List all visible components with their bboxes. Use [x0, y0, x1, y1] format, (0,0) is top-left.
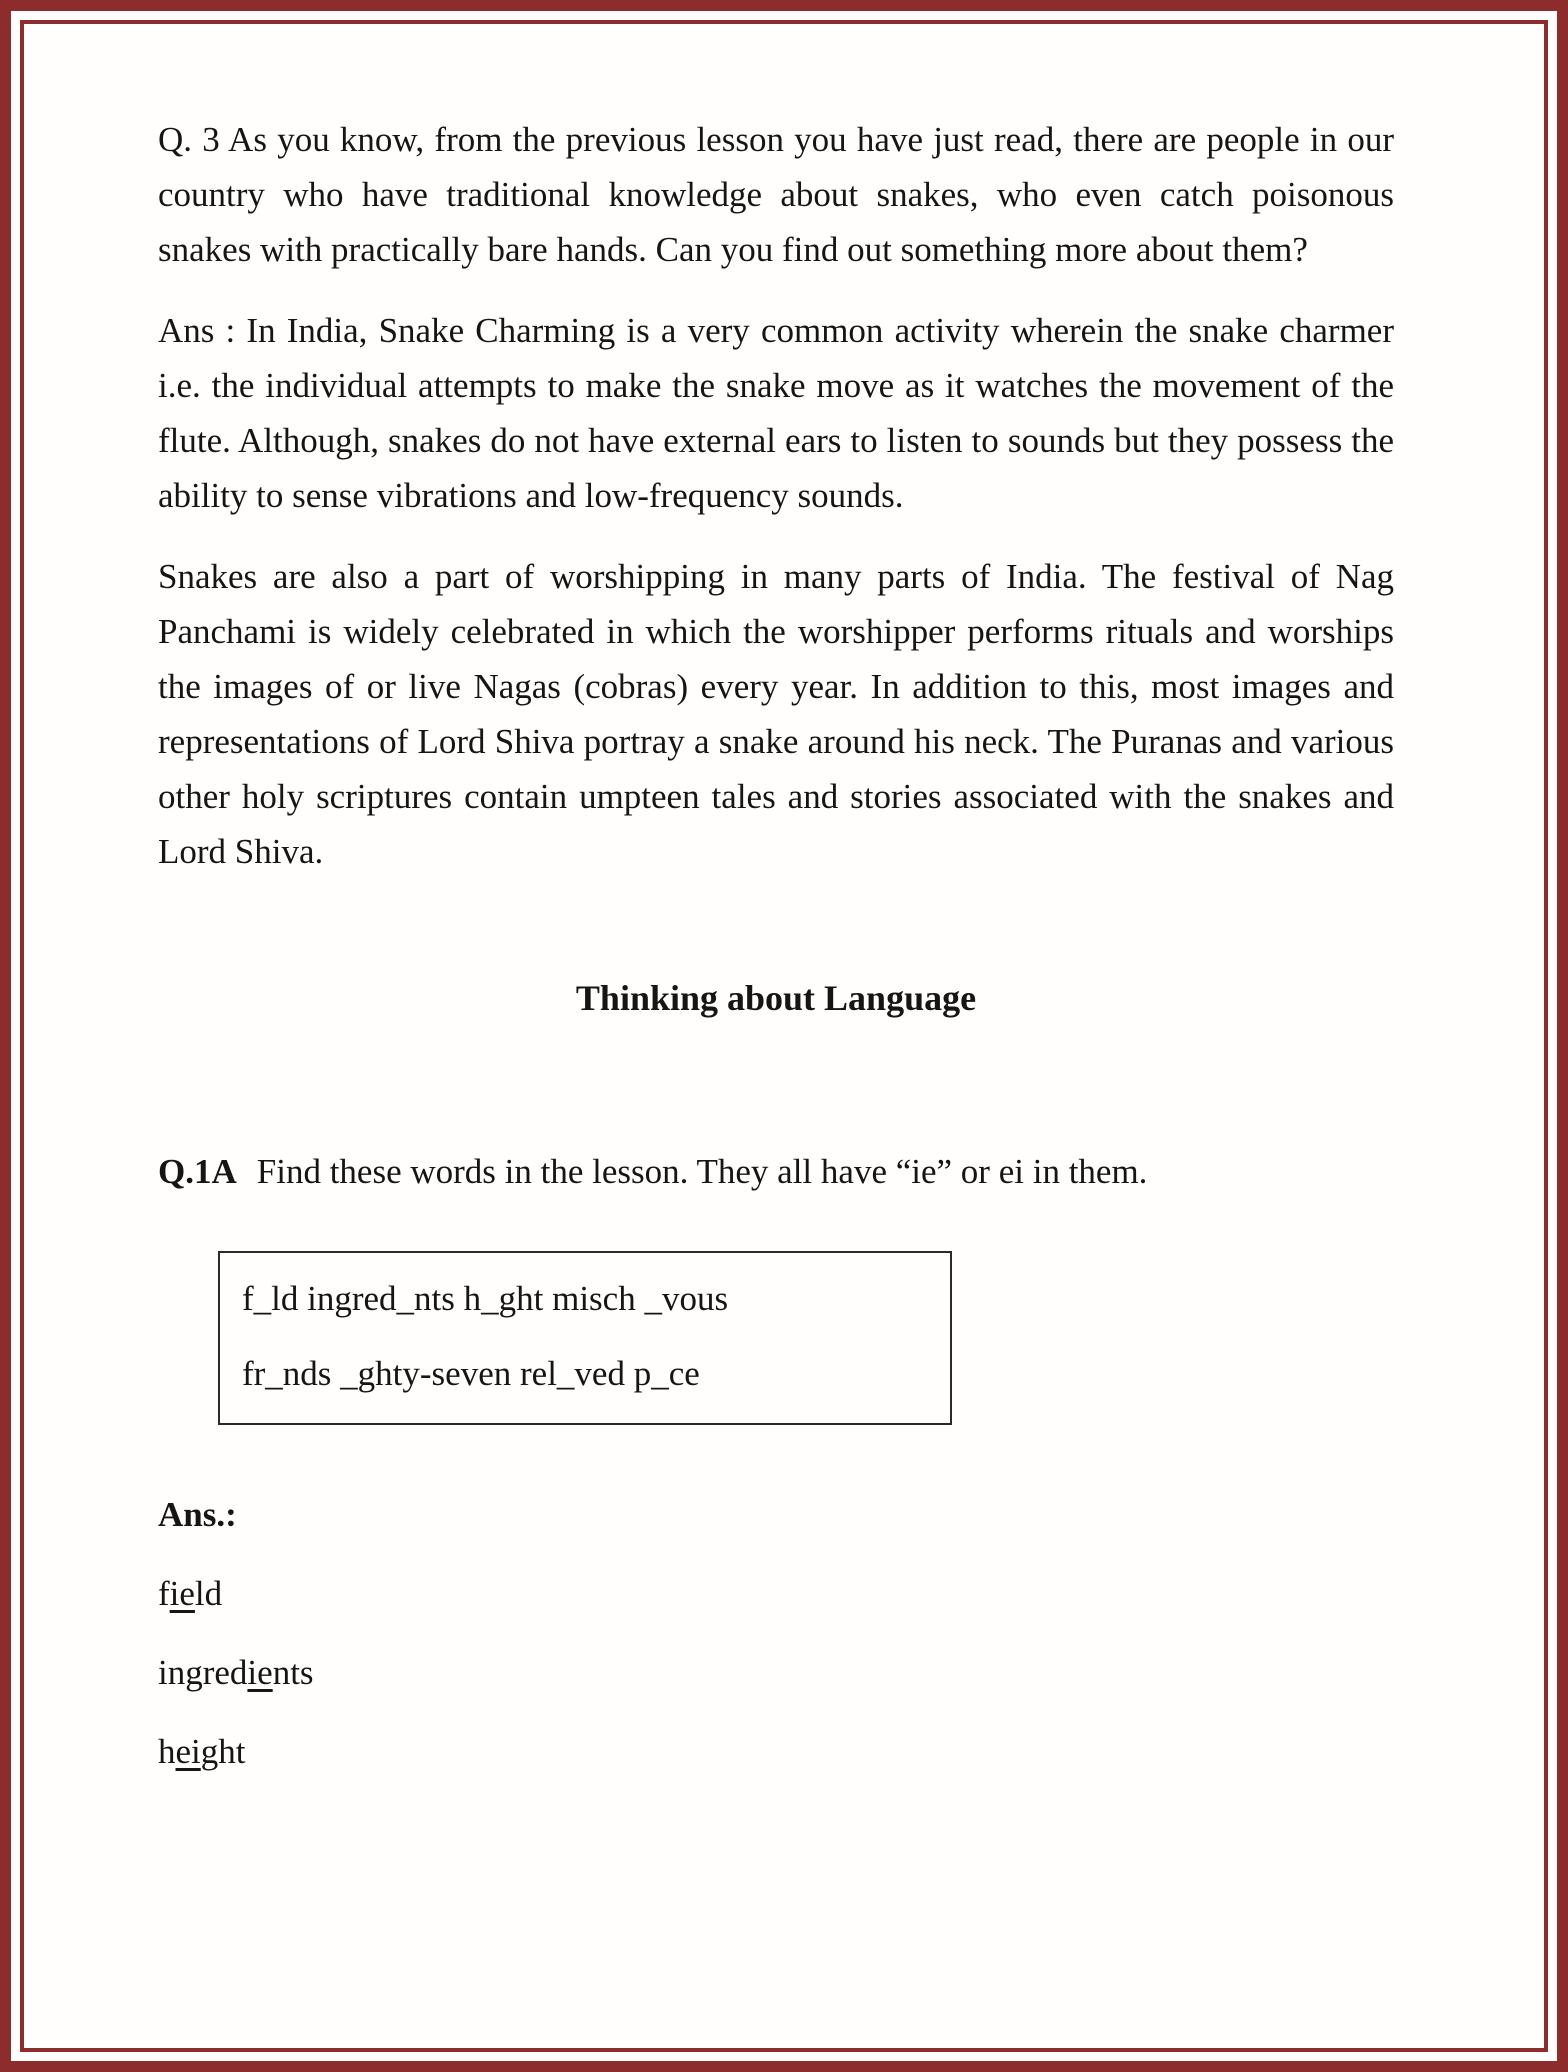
page-content	[24, 24, 1544, 1779]
section-heading: Thinking about Language	[575, 978, 977, 1018]
question-3-paragraph: Q. 3 As you know, from the previous lesson you have just read, there are people in our country who have traditional knowledge about snakes, who even catch poisonous snakes with practically bare hands. Can you find out something more about them?	[158, 120, 1394, 269]
question-1a-line	[158, 1144, 1394, 1199]
word-box	[218, 1251, 952, 1425]
answer-word-ingredients	[158, 1645, 1394, 1700]
answer-3-paragraph-2: Snakes are also a part of worshipping in many parts of India. The festival of Nag Panchami is widely celebrated in which the worshipper performs rituals and worships the images of or live Nagas (cobras) every year. In addition to this, most images and representations of Lord Shiva portray a snake around his neck. The Puranas and various other holy scriptures contain umpteen tales and stories associated with the snakes and Lord Shiva.	[158, 557, 1394, 871]
answer-word-underlined: ie	[169, 1574, 195, 1613]
answer-word-post: nts	[272, 1653, 314, 1692]
answer-word-post: ld	[194, 1574, 223, 1613]
word-box-line-2: fr_nds _ghty-seven rel_ved p_ce	[242, 1354, 700, 1393]
answer-1a-label: Ans.:	[158, 1495, 237, 1534]
answer-word-height	[158, 1724, 1394, 1779]
answer-word-pre: ingred	[158, 1653, 248, 1692]
answer-word-underlined: ei	[175, 1732, 201, 1771]
answer-word-post: ght	[200, 1732, 246, 1771]
page-inner-frame	[20, 20, 1548, 2052]
question-1a-label: Q.1A	[158, 1152, 237, 1191]
answer-3-paragraph-1: Ans : In India, Snake Charming is a very common activity wherein the snake charmer i.e. the individual attempts to make the snake move as it watches the movement of the flute. Although, snakes do not have external ears to listen to sounds but they possess the ability to sense vibrations and low-frequency sounds.	[158, 311, 1394, 515]
answer-word-pre: f	[158, 1574, 170, 1613]
word-box-line-1: f_ld ingred_nts h_ght misch _vous	[242, 1279, 729, 1318]
answer-word-underlined: ie	[247, 1653, 273, 1692]
answer-word-pre: h	[158, 1732, 176, 1771]
answer-word-field	[158, 1566, 1394, 1621]
question-1a-text: Find these words in the lesson. They all have “ie” or ei in them.	[256, 1152, 1148, 1191]
